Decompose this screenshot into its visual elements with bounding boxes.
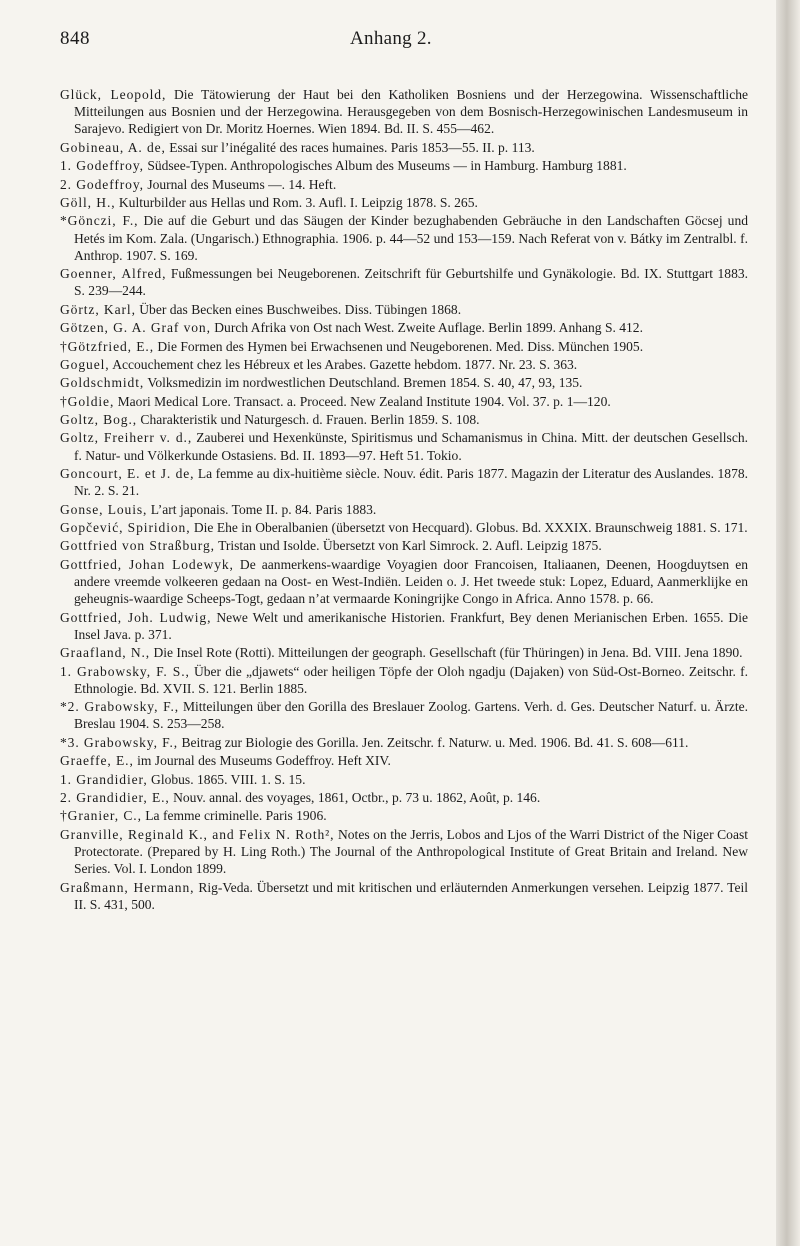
bibliography-entry: [60, 807, 748, 824]
bibliography-entry: [60, 319, 748, 336]
entry-text: Tristan und Isolde. Übersetzt von Karl Simrock. 2. Aufl. Leipzig 1875.: [214, 538, 602, 554]
bibliography-list: [60, 86, 748, 914]
entry-author: Graßmann, Hermann,: [60, 879, 195, 895]
entry-text: Globus. 1865. VIII. 1. S. 15.: [147, 771, 306, 787]
bibliography-entry: [60, 338, 748, 355]
entry-author: Goltz, Bog.,: [60, 412, 138, 428]
bibliography-entry: [60, 301, 748, 318]
entry-text: Mitteilungen über den Gorilla des Breslauer Zoolog. Gartens. Verh. d. Ges. Deutscher Naturf. u. Ärzte. Breslau 1904. S. 253—258.: [74, 699, 748, 732]
entry-text: im Journal des Museums Godeffroy. Heft XIV.: [133, 753, 391, 769]
bibliography-entry: [60, 86, 748, 138]
entry-author: Glück, Leopold,: [60, 87, 167, 102]
bibliography-entry: [60, 157, 748, 174]
page-header: [60, 28, 740, 58]
entry-text: Volksmedizin im nordwestlichen Deutschland. Bremen 1854. S. 40, 47, 93, 135.: [144, 375, 583, 391]
bibliography-entry: [60, 752, 748, 769]
entry-text: Zauberei und Hexenkünste, Spiritismus und Schamanismus in China. Mitt. der deutschen Gesellsch. f. Natur- und Völkerkunde Ostasiens. Bd. II. 1893—97. Heft 51. Tokio.: [74, 430, 748, 463]
entry-author: 1. Grandidier,: [60, 771, 148, 787]
entry-text: Notes on the Jerris, Lobos and Ljos of the Warri District of the Niger Coast Protectorate. (Prepared by H. Ling Roth.) The Journal of the Anthropological Institute of Great Britain and Ireland. New Series. Vol. I. London 1899.: [74, 826, 748, 877]
bibliography-entry: [60, 879, 748, 913]
entry-author: Gottfried, Joh. Ludwig,: [60, 609, 212, 625]
entry-author: *3. Grabowsky, F.,: [60, 734, 179, 750]
entry-author: Goltz, Freiherr v. d.,: [60, 430, 193, 446]
page-number: 848: [60, 28, 90, 49]
entry-author: 1. Godeffroy,: [60, 158, 144, 174]
entry-author: Gonse, Louis,: [60, 501, 148, 517]
bibliography-entry: [60, 663, 748, 697]
entry-text: La femme au dix-huitième siècle. Nouv. édit. Paris 1877. Magazin der Literatur des Auslandes. 1878. Nr. 2. S. 21.: [74, 466, 749, 499]
entry-text: Journal des Museums —. 14. Heft.: [143, 176, 337, 192]
entry-author: Gobineau, A. de,: [60, 139, 166, 155]
entry-author: Gopčević, Spiridion,: [60, 520, 191, 536]
entry-text: Durch Afrika von Ost nach West. Zweite Auflage. Berlin 1899. Anhang S. 412.: [210, 320, 643, 336]
bibliography-entry: [60, 465, 748, 499]
bibliography-entry: [60, 194, 748, 211]
bibliography-entry: [60, 644, 748, 661]
bibliography-entry: [60, 374, 748, 391]
entry-author: †Goldie,: [60, 393, 115, 409]
bibliography-entry: [60, 698, 748, 732]
entry-author: Goenner, Alfred,: [60, 266, 167, 282]
entry-author: Görtz, Karl,: [60, 301, 136, 317]
entry-author: *Gönczi, F.,: [60, 213, 139, 229]
bibliography-entry: [60, 537, 748, 554]
bibliography-entry: [60, 826, 748, 878]
entry-text: Fußmessungen bei Neugeborenen. Zeitschrift für Geburtshilfe und Gynäkologie. Bd. IX. Stuttgart 1883. S. 239—244.: [74, 266, 749, 299]
entry-author: Graafland, N.,: [60, 645, 151, 661]
bibliography-entry: [60, 556, 748, 608]
entry-author: Götzen, G. A. Graf von,: [60, 320, 211, 336]
bibliography-entry: [60, 176, 748, 193]
entry-author: Goguel,: [60, 356, 110, 372]
entry-text: Nouv. annal. des voyages, 1861, Octbr., p. 73 u. 1862, Août, p. 146.: [169, 789, 541, 805]
entry-text: La femme criminelle. Paris 1906.: [141, 808, 327, 824]
entry-text: Die Tätowierung der Haut bei den Katholiken Bosniens und der Herzegowina. Wissenschaftliche Mitteilungen aus Bosnien und der Herzegowina. Herausgegeben von dem Bosnisch-Herzegowinischen Landesmuseum in Sarajevo. Redigiert von Dr. Moritz Hoernes. Wien 1894. Bd. II. S. 455—462.: [74, 87, 748, 137]
entry-author: 2. Godeffroy,: [60, 176, 144, 192]
bibliography-entry: [60, 356, 748, 373]
bibliography-entry: [60, 789, 748, 806]
entry-author: Göll, H.,: [60, 194, 116, 210]
entry-author: Goncourt, E. et J. de,: [60, 466, 195, 482]
entry-text: Die auf die Geburt und das Säugen der Kinder bezughabenden Gebräuche in den Landschaften Göcsej und Hetés im Kom. Zala. (Ungarisch.) Ethnographia. 1906. p. 44—52 und 153—159. Nach Referat von v. Bátky im Zentralbl. f. Anthrop. 1907. S. 169.: [74, 213, 748, 263]
entry-text: Rig-Veda. Übersetzt und mit kritischen und erläuternden Anmerkungen versehen. Leipzig 1877. Teil II. S. 431, 500.: [74, 879, 748, 912]
entry-author: †Granier, C.,: [60, 808, 142, 824]
entry-author: Goldschmidt,: [60, 375, 145, 391]
running-title: Anhang 2.: [350, 28, 432, 49]
bibliography-entry: [60, 265, 748, 299]
entry-author: Graeffe, E.,: [60, 753, 134, 769]
bibliography-entry: [60, 393, 748, 410]
entry-text: Über das Becken eines Buschweibes. Diss. Tübingen 1868.: [135, 301, 462, 317]
entry-text: Maori Medical Lore. Transact. a. Proceed. New Zealand Institute 1904. Vol. 37. p. 1—120.: [114, 393, 611, 409]
entry-text: Charakteristik und Naturgesch. d. Frauen. Berlin 1859. S. 108.: [137, 412, 480, 428]
entry-text: Die Insel Rote (Rotti). Mitteilungen der geograph. Gesellschaft (für Thüringen) in Jena. Bd. VIII. Jena 1890.: [150, 645, 743, 661]
entry-text: Beitrag zur Biologie des Gorilla. Jen. Zeitschr. f. Naturw. u. Med. 1906. Bd. 41. S. 608—611.: [178, 734, 689, 750]
entry-author: Gottfried von Straßburg,: [60, 538, 215, 554]
bibliography-entry: [60, 734, 748, 751]
entry-text: Essai sur l’inégalité des races humaines. Paris 1853—55. II. p. 113.: [165, 139, 535, 155]
bibliography-entry: [60, 609, 748, 643]
entry-text: Newe Welt und amerikanische Historien. Frankfurt, Bey denen Merianischen Erben. 1655. Die Insel Java. p. 371.: [74, 609, 748, 642]
entry-text: Kulturbilder aus Hellas und Rom. 3. Aufl. I. Leipzig 1878. S. 265.: [115, 194, 478, 210]
entry-author: †Götzfried, E.,: [60, 338, 155, 354]
entry-author: *2. Grabowsky, F.,: [60, 699, 180, 715]
entry-author: 1. Grabowsky, F. S.,: [60, 663, 190, 679]
bibliography-entry: [60, 519, 748, 536]
bibliography-entry: [60, 429, 748, 463]
entry-author: Gottfried, Johan Lodewyk,: [60, 556, 234, 572]
bibliography-entry: [60, 411, 748, 428]
bibliography-entry: [60, 139, 748, 156]
entry-author: Granville, Reginald K., and Felix N. Roth²,: [60, 826, 335, 842]
bibliography-entry: [60, 501, 748, 518]
entry-text: L’art japonais. Tome II. p. 84. Paris 1883.: [147, 501, 377, 517]
entry-text: Die Ehe in Oberalbanien (übersetzt von Hecquard). Globus. Bd. XXXIX. Braunschweig 1881. S. 171.: [190, 520, 748, 536]
adjacent-page-edge: [776, 0, 800, 1246]
entry-text: Accouchement chez les Hébreux et les Arabes. Gazette hebdom. 1877. Nr. 23. S. 363.: [109, 356, 578, 372]
bibliography-entry: [60, 771, 748, 788]
entry-text: Südsee-Typen. Anthropologisches Album des Museums — in Hamburg. Hamburg 1881.: [143, 158, 627, 174]
entry-text: Die Formen des Hymen bei Erwachsenen und Neugeborenen. Med. Diss. München 1905.: [154, 338, 644, 354]
entry-text: De aanmerkens-waardige Voyagien door Francoisen, Italiaanen, Deenen, Hoogduytsen en andere vreemde volkeeren gedaan na Oost- en West-Indiën. Leiden o. J. Het tweede stuk: Lopez, Eduard, Aanmerklijke en geheugnis-waardige Scheeps-Togt, gedaan n’at vermaarde Koningrijke Congo in Africa. Anno 1578. p. 66.: [74, 556, 748, 607]
entry-text: Über die „djawets“ oder heiligen Töpfe der Oloh ngadju (Dajaken) von Süd-Ost-Borneo. Zeitschr. f. Ethnologie. Bd. XVII. S. 121. Berlin 1885.: [74, 663, 748, 696]
bibliography-entry: [60, 212, 748, 264]
entry-author: 2. Grandidier, E.,: [60, 789, 170, 805]
